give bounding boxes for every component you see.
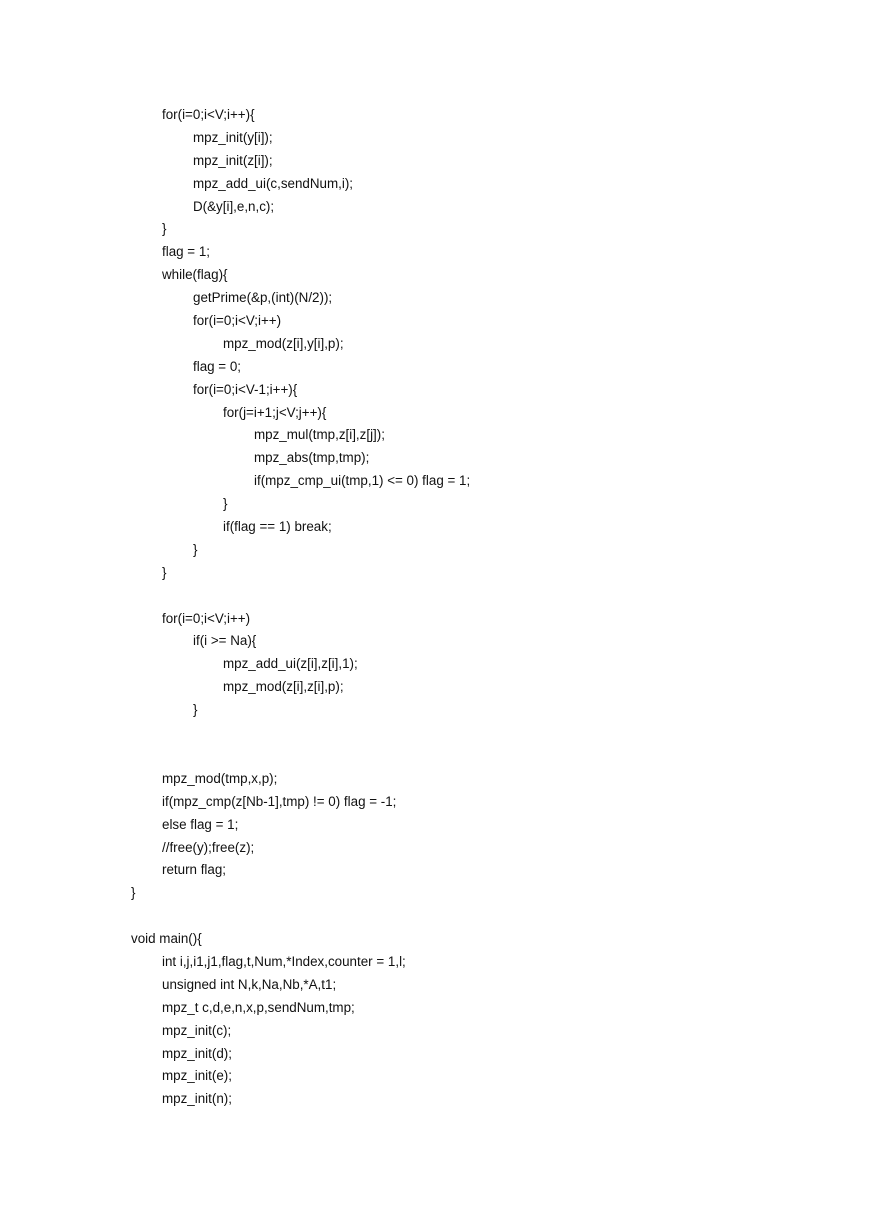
code-text: flag = 0; bbox=[193, 358, 242, 374]
code-line bbox=[131, 608, 831, 631]
code-line bbox=[131, 768, 831, 791]
code-line bbox=[131, 447, 831, 470]
code-text: mpz_mod(z[i],z[i],p); bbox=[223, 679, 344, 695]
code-text: for(i=0;i<V;i++) bbox=[162, 610, 251, 626]
code-text: for(i=0;i<V-1;i++){ bbox=[193, 381, 298, 397]
code-line bbox=[131, 791, 831, 814]
code-line bbox=[131, 287, 831, 310]
code-line bbox=[131, 562, 831, 585]
code-text: for(i=0;i<V;i++) bbox=[193, 313, 282, 329]
code-text: unsigned int N,k,Na,Nb,*A,t1; bbox=[162, 976, 337, 992]
code-text: flag = 1; bbox=[162, 244, 211, 260]
code-text: } bbox=[131, 885, 136, 901]
code-text: else flag = 1; bbox=[162, 816, 239, 832]
code-line bbox=[131, 127, 831, 150]
code-text: if(i >= Na){ bbox=[193, 633, 257, 649]
code-text: while(flag){ bbox=[162, 267, 228, 283]
code-text: mpz_init(n); bbox=[162, 1091, 232, 1107]
code-text: mpz_mod(tmp,x,p); bbox=[162, 770, 278, 786]
code-text: } bbox=[162, 564, 167, 580]
code-text: for(i=0;i<V;i++){ bbox=[162, 107, 255, 122]
code-text: mpz_add_ui(c,sendNum,i); bbox=[193, 175, 354, 191]
code-text: if(mpz_cmp_ui(tmp,1) <= 0) flag = 1; bbox=[254, 473, 471, 489]
code-line bbox=[131, 241, 831, 264]
code-line bbox=[131, 150, 831, 173]
code-text: mpz_mul(tmp,z[i],z[j]); bbox=[254, 427, 385, 443]
code-line bbox=[131, 630, 831, 653]
code-line bbox=[131, 264, 831, 287]
code-line bbox=[131, 470, 831, 493]
code-text: } bbox=[193, 702, 198, 718]
code-line bbox=[131, 356, 831, 379]
code-line bbox=[131, 1043, 831, 1066]
code-line bbox=[131, 928, 831, 951]
code-text: mpz_mod(z[i],y[i],p); bbox=[223, 335, 344, 351]
code-line bbox=[131, 539, 831, 562]
code-line bbox=[131, 379, 831, 402]
code-text: mpz_init(c); bbox=[162, 1022, 232, 1038]
blank-line bbox=[131, 905, 831, 928]
code-line bbox=[131, 997, 831, 1020]
code-text: mpz_init(e); bbox=[162, 1068, 232, 1084]
code-text: return flag; bbox=[162, 862, 227, 878]
code-line bbox=[131, 699, 831, 722]
code-line bbox=[131, 837, 831, 860]
code-text: } bbox=[162, 221, 167, 237]
code-line bbox=[131, 676, 831, 699]
code-line bbox=[131, 310, 831, 333]
code-text: for(j=i+1;j<V;j++){ bbox=[223, 404, 327, 420]
code-text: } bbox=[223, 496, 228, 512]
code-line bbox=[131, 516, 831, 539]
code-line bbox=[131, 951, 831, 974]
code-line bbox=[131, 653, 831, 676]
code-line bbox=[131, 424, 831, 447]
code-text: mpz_init(y[i]); bbox=[193, 129, 273, 145]
code-text: void main(){ bbox=[131, 931, 202, 947]
code-line bbox=[131, 196, 831, 219]
blank-line bbox=[131, 585, 831, 608]
code-text: //free(y);free(z); bbox=[162, 839, 255, 855]
code-text: getPrime(&p,(int)(N/2)); bbox=[193, 290, 333, 306]
code-line bbox=[131, 974, 831, 997]
code-line bbox=[131, 104, 831, 127]
code-text: mpz_t c,d,e,n,x,p,sendNum,tmp; bbox=[162, 999, 355, 1015]
code-line bbox=[131, 1088, 831, 1111]
code-line bbox=[131, 173, 831, 196]
code-text: mpz_init(d); bbox=[162, 1045, 232, 1061]
blank-line bbox=[131, 722, 831, 745]
code-line bbox=[131, 882, 831, 905]
code-text: mpz_add_ui(z[i],z[i],1); bbox=[223, 656, 358, 672]
code-line bbox=[131, 1020, 831, 1043]
code-text: int i,j,i1,j1,flag,t,Num,*Index,counter = 1,l; bbox=[162, 953, 406, 969]
code-listing bbox=[131, 104, 831, 1111]
code-text: D(&y[i],e,n,c); bbox=[193, 198, 275, 214]
code-line bbox=[131, 402, 831, 425]
code-text: if(flag == 1) break; bbox=[223, 519, 332, 535]
code-text: if(mpz_cmp(z[Nb-1],tmp) != 0) flag = -1; bbox=[162, 793, 397, 809]
blank-line bbox=[131, 745, 831, 768]
code-text: } bbox=[193, 541, 198, 557]
code-line bbox=[131, 1065, 831, 1088]
code-line bbox=[131, 493, 831, 516]
code-line bbox=[131, 859, 831, 882]
code-text: mpz_init(z[i]); bbox=[193, 152, 273, 168]
code-line bbox=[131, 814, 831, 837]
code-line bbox=[131, 333, 831, 356]
code-line bbox=[131, 218, 831, 241]
code-text: mpz_abs(tmp,tmp); bbox=[254, 450, 370, 466]
